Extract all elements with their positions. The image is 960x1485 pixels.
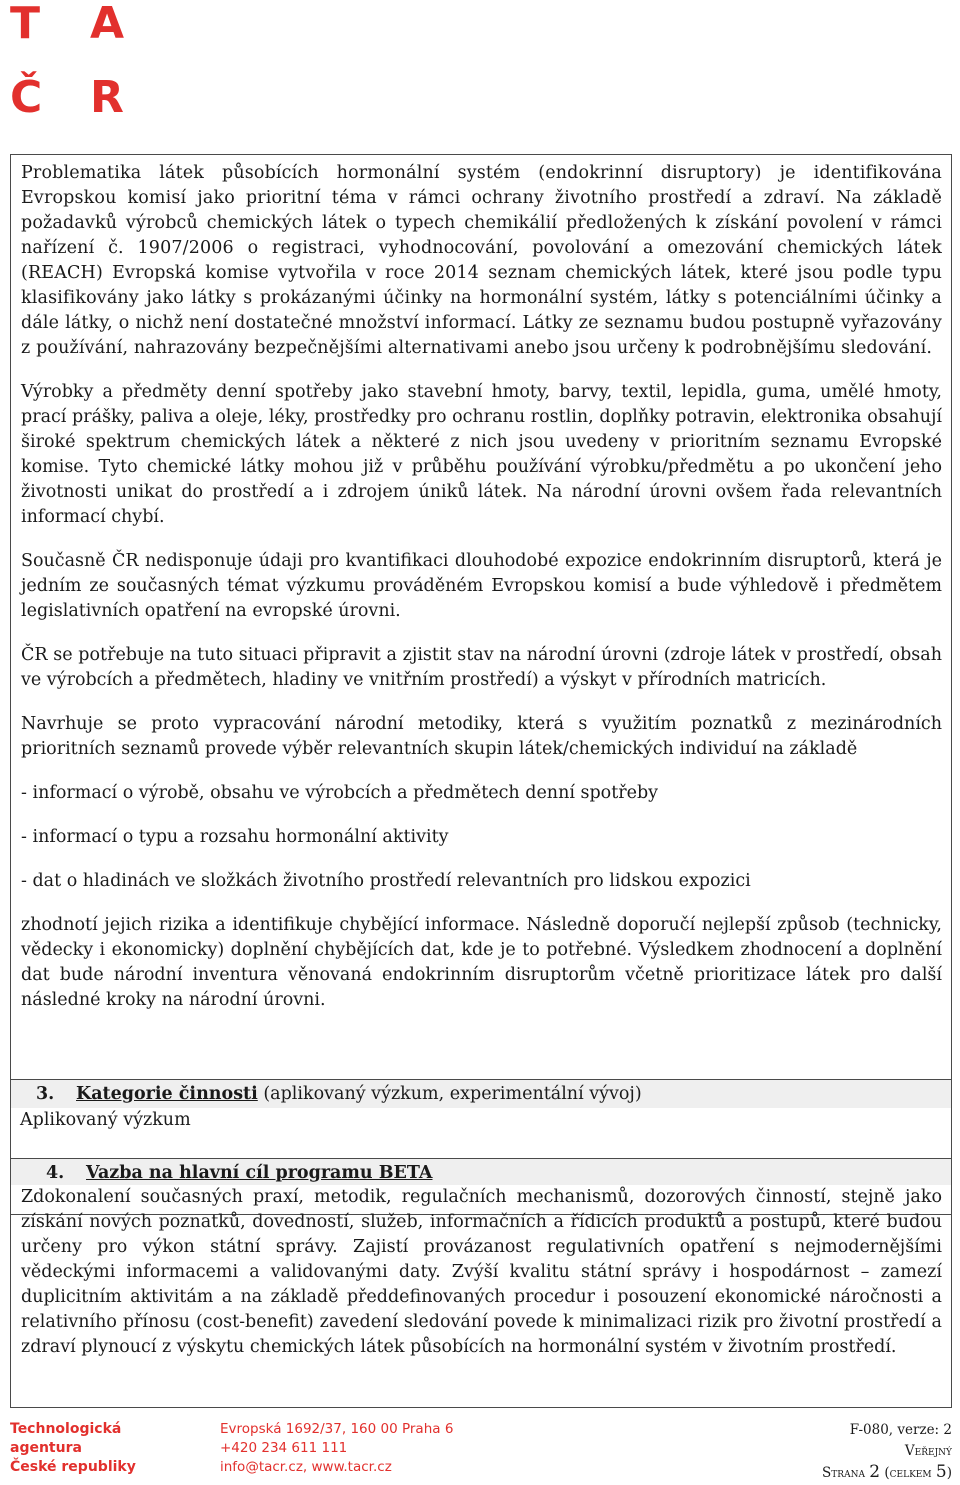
section-4-heading (11, 1159, 951, 1185)
paragraph: zhodnotí jejich rizika a identifikuje chybějící informace. Následně doporučí nejlepší způsob (technicky, vědecky i ekonomicky) doplnění chybějících dat, kde je to potřebné. Výsledkem zhodnocení a doplnění dat bude národní inventura věnovaná endokrinním disruptorům včetně prioritizace látek pro další následné kroky na národní úrovni. (21, 915, 942, 1010)
bullet-item: - dat o hladinách ve složkách životního prostředí relevantních pro lidskou expozici (21, 871, 751, 891)
org-line: Technologická (10, 1421, 122, 1437)
total-label: (celkem (884, 1465, 932, 1481)
section-note: (aplikovaný výzkum, experimentální vývoj) (257, 1084, 642, 1104)
paragraph: Navrhuje se proto vypracování národní metodiky, která s využitím poznatků z mezinárodních prioritních seznamů provede výběr relevantních skupin látek/chemických individuí na základě (21, 714, 942, 759)
bullet-item: - informací o výrobě, obsahu ve výrobcích a předmětech denní spotřeby (21, 783, 659, 803)
org-line: České republiky (10, 1459, 136, 1475)
footer-org (10, 1420, 150, 1477)
page-label: Strana (822, 1465, 865, 1481)
paragraph: ČR se potřebuje na tuto situaci připravit a zjistit stav na národní úrovni (zdroje látek v prostředí, obsah ve výrobcích a předmětech, hladiny ve vnitřním prostředí) a výskyt v přírodních matricích. (21, 645, 942, 690)
visibility-label: Veřejný (904, 1443, 952, 1459)
footer-address: Evropská 1692/37, 160 00 Praha 6 (220, 1421, 454, 1437)
total-pages: 5 (935, 1462, 947, 1482)
footer-web: info@tacr.cz, www.tacr.cz (220, 1459, 392, 1475)
logo-letter: R (90, 72, 124, 123)
paragraph: Problematika látek působících hormonální systém (endokrinní disruptory) je identifikována Evropskou komisí jako prioritní téma v rámci ochrany životního prostředí a zdraví. Na základě požadavků výrobců chemických látek o typech chemikálií předložených k získání povolení v rámci nařízení č. 1907/2006 o registraci, vyhodnocování, povolování a omezování chemických látek (REACH) Evropská komise vytvořila v roce 2014 seznam chemických látek, které jsou podle typu klasifikovány jako látky s prokázanými účinky na hormonální systém, látky s potenciálními účinky a dále látky, o nichž není dostatečné množství informací. Látky ze seznamu budou postupně vyřazovány z používání, nahrazovány bezpečnějšími alternativami anebo jsou určeny k podrobnějšímu sledování. (21, 163, 942, 358)
bullet-item: - informací o typu a rozsahu hormonální aktivity (21, 827, 449, 847)
section-title: Vazba na hlavní cíl programu BETA (86, 1163, 433, 1183)
tacr-logo (10, 0, 130, 123)
form-id: F-080, verze: 2 (849, 1422, 952, 1438)
section-number: 3. (36, 1084, 55, 1104)
description-box (10, 154, 952, 1215)
section-3-body: Aplikovaný výzkum (20, 1110, 191, 1130)
section-3 (11, 1079, 951, 1133)
footer-phone: +420 234 611 111 (220, 1440, 348, 1456)
org-line: agentura (10, 1440, 82, 1456)
logo-letter: A (90, 0, 125, 49)
total-close: ) (946, 1465, 952, 1481)
footer-contact (220, 1420, 520, 1477)
page-number: 2 (869, 1462, 881, 1482)
logo-letter: T (10, 0, 41, 49)
section-4-body: Zdokonalení současných praxí, metodik, regulačních mechanismů, dozorových činností, stejně jako získání nových poznatků, dovedností, služeb, informačních a řídicích produktů a postupů, které budou určeny pro výkon státní správy. Zajistí provázanost regulativních opatření s nejmodernějšími vědeckými informacemi a validovanými daty. Zvýší kvalitu státní správy i hospodárnost – zamezí duplicitním aktivitám a na základě předdefinovaných procedur i posouzení ekonomické náročnosti a relativního přínosu (cost-benefit) zavedení sledování povede k minimalizaci rizik pro životní prostředí a zdraví plynoucí z výskytu chemických látek působících na hormonální systém v životním prostředí. (21, 1187, 942, 1357)
page-counter (752, 1462, 952, 1484)
paragraph: Současně ČR nedisponuje údaji pro kvantifikaci dlouhodobé expozice endokrinním disruptorů, která je jedním ze současných témat výzkumu prováděném Evropskou komisí a bude výhledově i předmětem legislativních opatření na evropské úrovni. (21, 551, 942, 621)
section-number: 4. (46, 1163, 65, 1183)
section-3-heading (11, 1079, 951, 1108)
section-4 (10, 1158, 952, 1408)
paragraph: Výrobky a předměty denní spotřeby jako stavební hmoty, barvy, textil, lepidla, guma, umělé hmoty, prací prášky, paliva a oleje, léky, prostředky pro ochranu rostlin, doplňky potravin, elektronika obsahují široké spektrum chemických látek a některé z nich jsou uvedeny v prioritním seznamu Evropské komise. Tyto chemické látky mohou již v průběhu používání výrobku/předmětu a po ukončení jeho životnosti unikat do prostředí a i zdrojem úniků látek. Na národní úrovni ovšem řada relevantních informací chybí. (21, 382, 942, 527)
footer-meta (752, 1420, 952, 1484)
section-title: Kategorie činnosti (76, 1084, 258, 1104)
page-footer (10, 1420, 952, 1480)
logo-letter: Č (10, 72, 43, 123)
